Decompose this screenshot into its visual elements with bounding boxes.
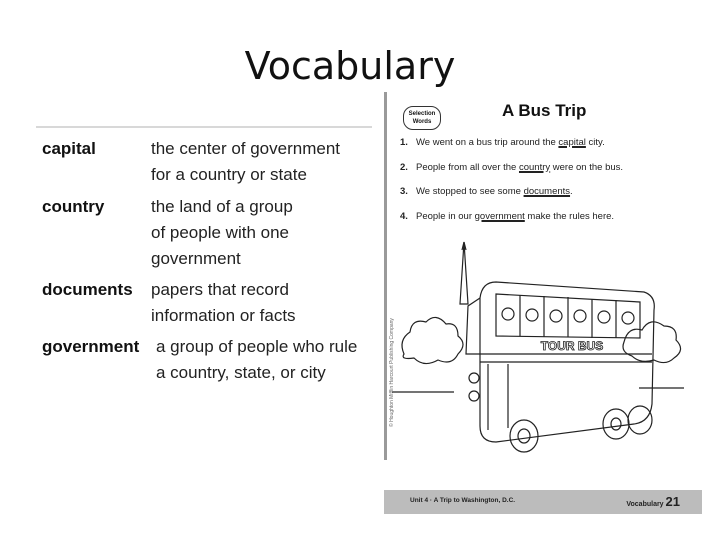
tree-icon bbox=[623, 322, 681, 363]
vocab-word: documents bbox=[523, 186, 571, 197]
sentence-number: 4. bbox=[400, 211, 408, 222]
bus-sign: TOUR BUS bbox=[540, 339, 604, 353]
vocab-word: government bbox=[474, 211, 525, 222]
tree-icon bbox=[402, 317, 463, 363]
definition-line: for a country or state bbox=[151, 165, 307, 184]
vocab-word: capital bbox=[558, 137, 586, 148]
definition-line: papers that record bbox=[151, 280, 289, 299]
definition-line: a group of people who rule bbox=[156, 337, 358, 356]
vocab-term: documents bbox=[42, 280, 133, 299]
badge-line: Words bbox=[412, 119, 432, 125]
sentence-text: We stopped to see some bbox=[416, 186, 524, 197]
definition-line: government bbox=[151, 249, 241, 268]
sentence-text: We went on a bus trip around the bbox=[416, 137, 559, 148]
vocab-definition bbox=[151, 194, 293, 272]
definition-line: the land of a group bbox=[151, 197, 293, 216]
side-caption: © Houghton Mifflin Harcourt Publishing Company bbox=[389, 318, 395, 427]
sentence-number: 1. bbox=[400, 137, 408, 148]
vocab-term: government bbox=[42, 337, 140, 356]
footer-page-label bbox=[626, 494, 680, 509]
sentence-number: 2. bbox=[400, 162, 408, 173]
wheel-icon bbox=[510, 420, 538, 452]
definition-line: of people with one bbox=[151, 223, 289, 242]
wheel-icon bbox=[603, 409, 629, 439]
vocab-term: capital bbox=[42, 139, 96, 158]
sentence-text: People from all over the bbox=[416, 162, 519, 173]
vocab-definition bbox=[151, 277, 296, 329]
worksheet-title: A Bus Trip bbox=[502, 101, 587, 120]
vocab-definition bbox=[151, 136, 340, 188]
slide-title-text: Vocabulary bbox=[244, 44, 456, 88]
sentence-number: 3. bbox=[400, 186, 408, 197]
sentence-text: . bbox=[570, 186, 573, 197]
slide-title bbox=[0, 44, 720, 88]
sentence-text: People in our bbox=[416, 211, 475, 222]
divider bbox=[36, 126, 372, 128]
tour-bus-illustration bbox=[384, 92, 702, 490]
vocabulary-list bbox=[36, 126, 372, 398]
definition-line: a country, state, or city bbox=[156, 363, 326, 382]
monument-icon bbox=[460, 242, 468, 304]
vocab-term: country bbox=[42, 197, 105, 216]
sentence-text: were on the bus. bbox=[550, 162, 624, 173]
sentence-text: city. bbox=[585, 137, 605, 148]
definition-line: the center of government bbox=[151, 139, 341, 158]
sentence-text: make the rules here. bbox=[524, 211, 615, 222]
definition-line: information or facts bbox=[151, 306, 296, 325]
vocab-word: country bbox=[518, 162, 551, 173]
worksheet-page bbox=[384, 92, 702, 514]
vocab-definition bbox=[156, 334, 357, 386]
footer-label: Vocabulary bbox=[626, 501, 664, 508]
page-footer bbox=[384, 490, 702, 514]
footer-page-number: 21 bbox=[665, 494, 680, 509]
badge-line: Selection bbox=[408, 111, 436, 117]
footer-unit: Unit 4 · A Trip to Washington, D.C. bbox=[410, 497, 516, 504]
